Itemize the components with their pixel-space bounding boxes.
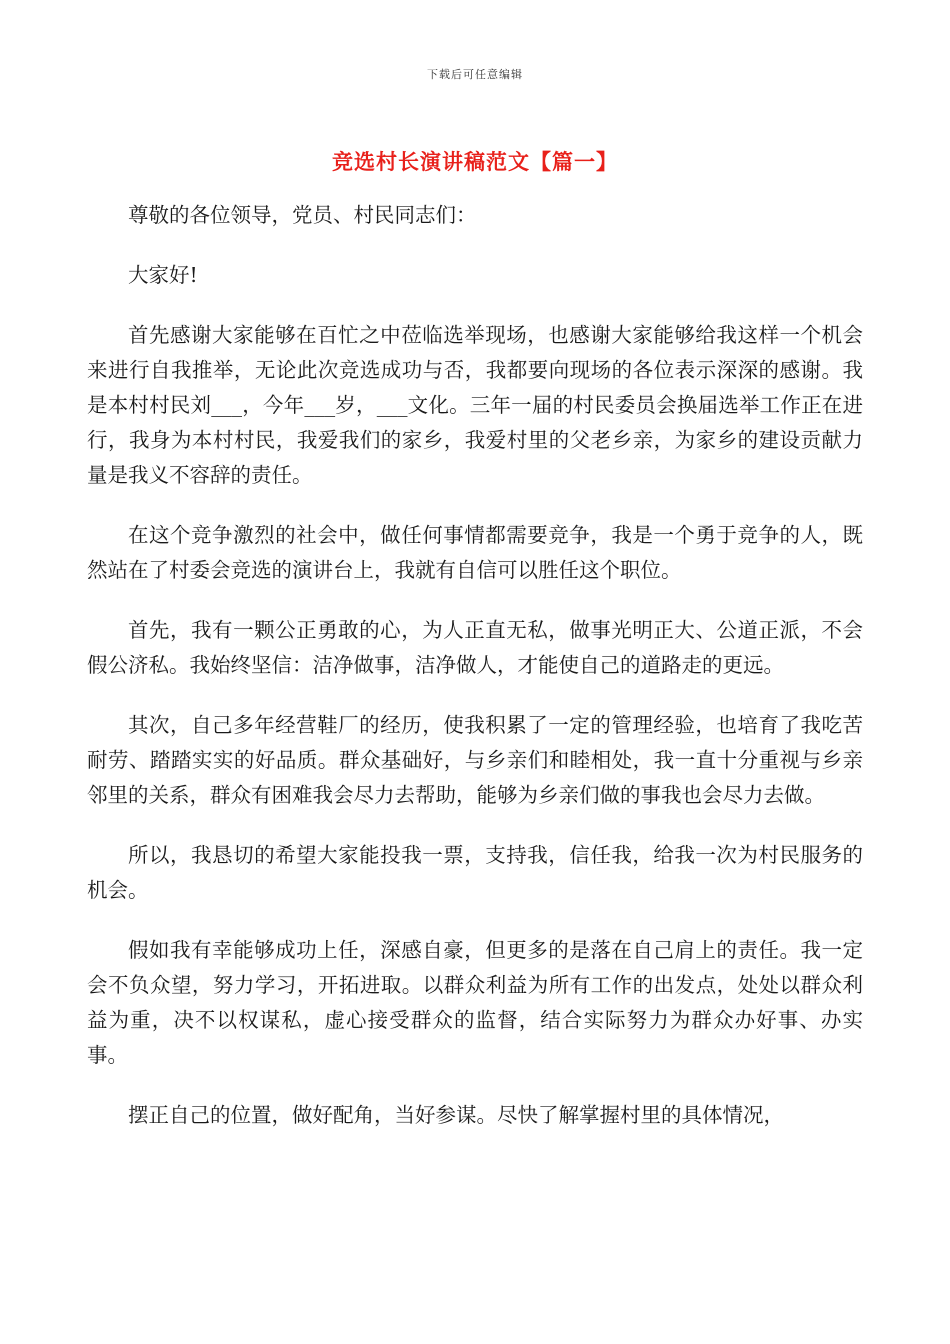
paragraph-salutation: 尊敬的各位领导，党员、村民同志们： [128, 203, 477, 227]
paragraph: 其次，自己多年经营鞋厂的经历，使我积累了一定的管理经验，也培育了我吃苦耐劳、踏踏实实的好品质。群众基础好，与乡亲们和睦相处，我一直十分重视与乡亲邻里的关系，群众有困难我会尽力去帮助，能够为乡亲们做的事我也会尽力去做。 [87, 713, 863, 807]
paragraph-greeting: 大家好! [128, 263, 198, 287]
header-note: 下载后可任意编辑 [427, 68, 523, 81]
paragraph: 首先，我有一颗公正勇敢的心，为人正直无私，做事光明正大、公道正派，不会假公济私。我始终坚信：洁净做事，洁净做人，才能使自己的道路走的更远。 [87, 618, 863, 677]
paragraph: 在这个竞争激烈的社会中，做任何事情都需要竞争，我是一个勇于竞争的人，既然站在了村委会竞选的演讲台上，我就有自信可以胜任这个职位。 [87, 523, 863, 582]
document-body [87, 198, 863, 1133]
paragraph: 所以，我恳切的希望大家能投我一票，支持我，信任我，给我一次为村民服务的机会。 [87, 843, 863, 902]
paragraph: 假如我有幸能够成功上任，深感自豪，但更多的是落在自己肩上的责任。我一定会不负众望，努力学习，开拓进取。以群众利益为所有工作的出发点，处处以群众利益为重，决不以权谋私，虚心接受群众的监督，结合实际努力为群众办好事、办实事。 [87, 938, 863, 1067]
paragraph: 首先感谢大家能够在百忙之中莅临选举现场，也感谢大家能够给我这样一个机会来进行自我推举，无论此次竞选成功与否，我都要向现场的各位表示深深的感谢。我是本村村民刘___，今年___岁，___文化。三年一届的村民委员会换届选举工作正在进行，我身为本村村民，我爱我们的家乡，我爱村里的父老乡亲，为家乡的建设贡献力量是我义不容辞的责任。 [87, 323, 863, 487]
paragraph: 摆正自己的位置，做好配角，当好参谋。尽快了解掌握村里的具体情况， [128, 1103, 784, 1127]
document-title: 竞选村长演讲稿范文【篇一】 [332, 149, 618, 174]
